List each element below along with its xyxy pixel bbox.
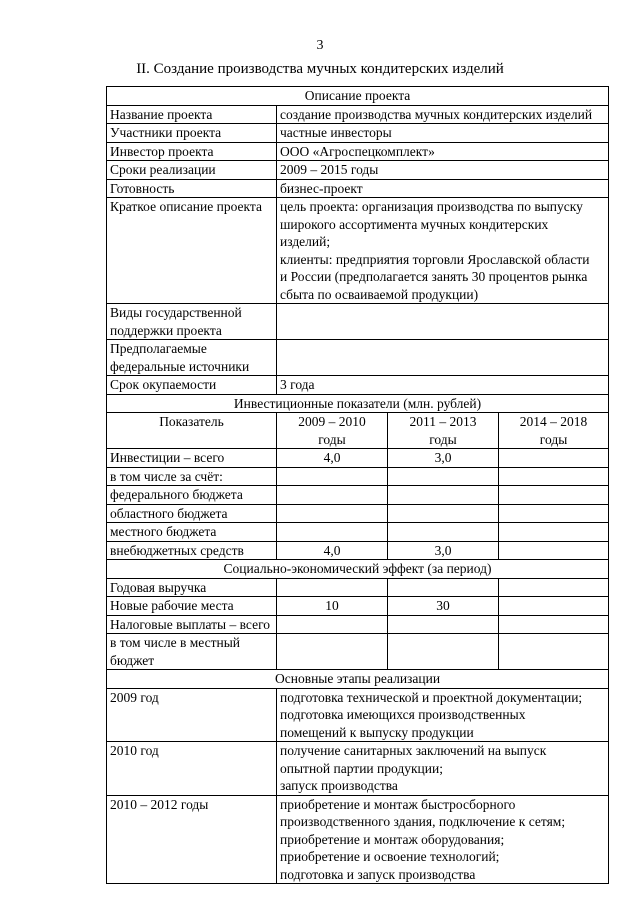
table-row [107, 486, 609, 505]
row-label: Инвестор проекта [107, 142, 277, 161]
text-line: 2014 – 2018 [519, 414, 588, 429]
column-header-period-2 [388, 413, 499, 449]
text-line: приобретение и монтаж быстросборного [280, 796, 516, 812]
cell-value [499, 541, 609, 560]
text-line: подготовка имеющихся производственных [280, 707, 526, 722]
table-row [107, 376, 609, 395]
stage-description [277, 795, 609, 884]
text-line: в том числе в местный [110, 635, 241, 650]
text-line: изделий; [280, 234, 331, 249]
text-line: Виды государственной [110, 305, 242, 320]
cell-value: 3,0 [388, 541, 499, 560]
row-value: 2009 – 2015 годы [277, 161, 609, 180]
section-header: Социально-экономический эффект (за период) [107, 560, 609, 579]
cell-value [388, 504, 499, 523]
cell-value [277, 467, 388, 486]
column-header-period-1 [277, 413, 388, 449]
cell-value [499, 449, 609, 468]
text-line: сбыта по осваиваемой продукции) [280, 286, 479, 302]
text-line: 2011 – 2013 [409, 414, 477, 429]
text-line: получение санитарных заключений на выпуск [280, 743, 547, 758]
stage-description [277, 688, 609, 742]
row-label: Участники проекта [107, 124, 277, 143]
text-line: 2009 – 2010 [298, 414, 366, 429]
table-row [107, 541, 609, 560]
row-value [277, 340, 609, 376]
column-header-period-3 [499, 413, 609, 449]
cell-value [388, 523, 499, 542]
table-row [107, 504, 609, 523]
text-line: клиенты: предприятия торговли Ярославской области [280, 251, 590, 267]
row-label: в том числе за счёт: [107, 467, 277, 486]
cell-value: 4,0 [277, 449, 388, 468]
table-row [107, 578, 609, 597]
row-value: бизнес-проект [277, 179, 609, 198]
text-line: поддержки проекта [110, 322, 222, 338]
text-line: федеральные источники [110, 358, 250, 374]
cell-value [499, 634, 609, 670]
cell-value: 3,0 [388, 449, 499, 468]
cell-value [499, 504, 609, 523]
row-label: Срок окупаемости [107, 376, 277, 395]
text-line: подготовка технической и проектной документации; [280, 689, 583, 705]
row-label: внебюджетных средств [107, 541, 277, 560]
table-row [107, 449, 609, 468]
stage-period: 2009 год [107, 688, 277, 742]
cell-value [277, 523, 388, 542]
table-row [107, 105, 609, 124]
section-header: Основные этапы реализации [107, 670, 609, 689]
cell-value [277, 634, 388, 670]
row-label: Готовность [107, 179, 277, 198]
table-row [107, 340, 609, 376]
row-value: ООО «Агроспецкомплект» [277, 142, 609, 161]
text-line: бюджет [110, 652, 155, 668]
stage-description [277, 742, 609, 796]
row-label: Годовая выручка [107, 578, 277, 597]
table-row [107, 597, 609, 616]
cell-value [277, 615, 388, 634]
table-row [107, 615, 609, 634]
text-line: годы [539, 431, 568, 447]
column-header-row [107, 413, 609, 449]
text-line: цель проекта: организация производства по выпуску [280, 199, 583, 214]
stage-period: 2010 год [107, 742, 277, 796]
cell-value: 30 [388, 597, 499, 616]
cell-value [499, 615, 609, 634]
table-row [107, 161, 609, 180]
row-label: Краткое описание проекта [107, 198, 277, 304]
cell-value: 10 [277, 597, 388, 616]
section-header-row [107, 560, 609, 579]
cell-value [388, 615, 499, 634]
table-row [107, 523, 609, 542]
section-header: Инвестиционные показатели (млн. рублей) [107, 394, 609, 413]
text-line: производственного здания, подключение к сетям; [280, 814, 566, 829]
column-header-indicator: Показатель [107, 413, 277, 449]
cell-value [499, 597, 609, 616]
table-row [107, 198, 609, 304]
table-row [107, 634, 609, 670]
stage-period: 2010 – 2012 годы [107, 795, 277, 884]
text-line: годы [429, 431, 457, 447]
text-line: запуск производства [280, 778, 398, 793]
cell-value [499, 523, 609, 542]
cell-value [388, 578, 499, 597]
text-line: широкого ассортимента мучных кондитерских [280, 216, 549, 232]
section-header-row [107, 87, 609, 106]
cell-value [277, 504, 388, 523]
text-line: приобретение и освоение технологий; [280, 849, 500, 864]
text-line: подготовка и запуск производства [280, 866, 476, 882]
table-row [107, 142, 609, 161]
text-line: годы [318, 431, 346, 447]
project-passport-table [106, 86, 609, 884]
row-value [277, 198, 609, 304]
table-row [107, 304, 609, 340]
cell-value [499, 467, 609, 486]
section-title: II. Создание производства мучных кондитерских изделий [136, 61, 504, 77]
table-row [107, 688, 609, 742]
row-label: Название проекта [107, 105, 277, 124]
table-row [107, 467, 609, 486]
row-label [107, 634, 277, 670]
cell-value: 4,0 [277, 541, 388, 560]
row-label: Сроки реализации [107, 161, 277, 180]
page-number: 3 [316, 38, 324, 53]
text-line: Предполагаемые [110, 341, 207, 356]
cell-value [499, 578, 609, 597]
section-header: Описание проекта [107, 87, 609, 106]
row-label: Налоговые выплаты – всего [107, 615, 277, 634]
row-label: местного бюджета [107, 523, 277, 542]
section-header-row [107, 670, 609, 689]
cell-value [277, 578, 388, 597]
row-label: Новые рабочие места [107, 597, 277, 616]
row-label: федерального бюджета [107, 486, 277, 505]
table-row [107, 742, 609, 796]
cell-value [388, 486, 499, 505]
table-row [107, 795, 609, 884]
cell-value [277, 486, 388, 505]
row-label [107, 340, 277, 376]
cell-value [499, 486, 609, 505]
text-line: приобретение и монтаж оборудования; [280, 831, 505, 847]
row-value: частные инвесторы [277, 124, 609, 143]
cell-value [388, 467, 499, 486]
section-header-row [107, 394, 609, 413]
text-line: опытной партии продукции; [280, 760, 443, 776]
row-value: создание производства мучных кондитерских изделий [277, 105, 609, 124]
table-row [107, 124, 609, 143]
table-row [107, 179, 609, 198]
row-label: областного бюджета [107, 504, 277, 523]
row-label [107, 304, 277, 340]
cell-value [388, 634, 499, 670]
text-line: помещений к выпуску продукции [280, 724, 474, 740]
text-line: и России (предполагается занять 30 процентов рынка [280, 269, 588, 284]
row-label: Инвестиции – всего [107, 449, 277, 468]
row-value: 3 года [277, 376, 609, 395]
row-value [277, 304, 609, 340]
